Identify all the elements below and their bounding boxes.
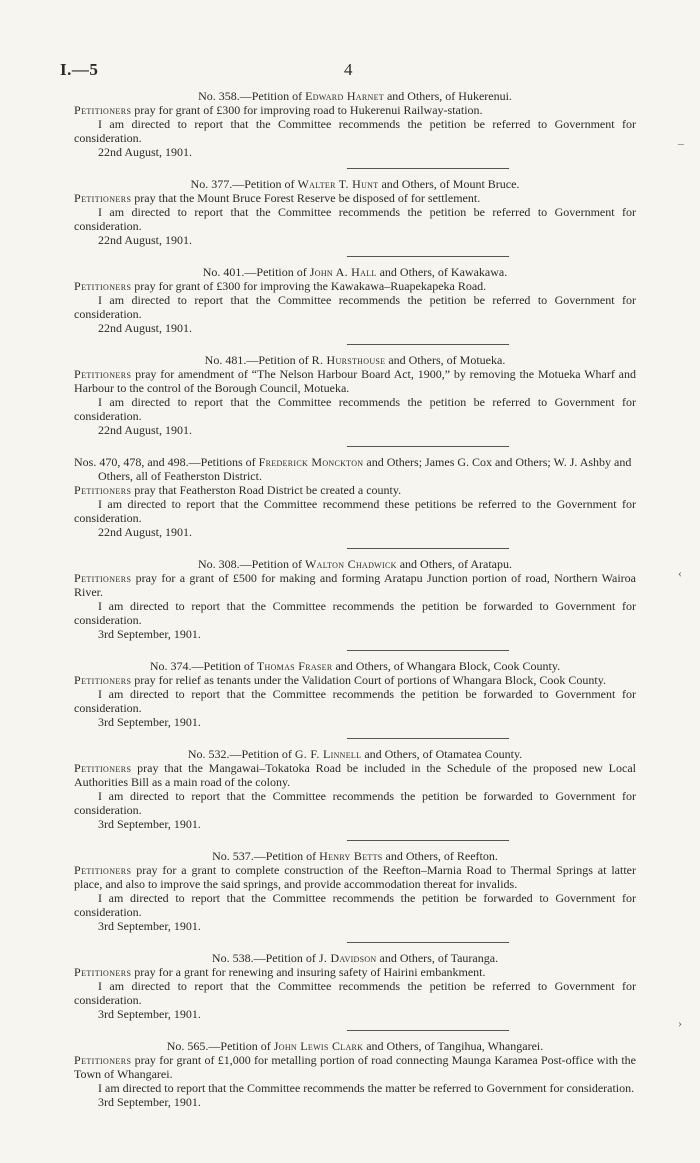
report-date: 3rd September, 1901. [98,1095,201,1109]
petition-prayer [74,367,636,395]
report-date: 3rd September, 1901. [98,627,201,641]
petition-locality: and Others, of Hukerenui. [383,89,512,103]
margin-mark: ‹ [678,566,682,580]
petition-locality: and Others, of Motueka. [385,353,506,367]
petition-entry [74,557,636,651]
prayer-text: pray for a grant for renewing and insuring safety of Hairini embankment. [131,965,486,979]
report-date: 3rd September, 1901. [98,715,201,729]
petition-number: Nos. 470, 478, and 498.—Petitions of [74,455,259,469]
petition-entry [74,747,636,841]
petition-locality: and Others, of Tauranga. [376,951,499,965]
report-date: 22nd August, 1901. [98,423,193,437]
petition-entry [74,353,636,447]
page-number: 4 [344,60,353,79]
petitioner-name: John A. Hall [309,265,377,279]
committee-report: I am directed to report that the Committee recommends the petition be referred to Government for consideration. [74,979,636,1007]
petition-locality: and Others, of Mount Bruce. [378,177,520,191]
report-date: 22nd August, 1901. [98,525,193,539]
separator-rule [347,344,509,345]
separator-rule [347,942,509,943]
petition-locality: and Others, of Aratapu. [396,557,513,571]
separator-rule [347,256,509,257]
petition-number: No. 565.—Petition of [166,1039,274,1053]
prayer-text: pray for grant of £300 for improving road to Hukerenui Railway-station. [131,103,483,117]
petitioner-name: G. F. Linnell [294,747,362,761]
petition-entry [74,177,636,257]
petitioner-name: Walton Chadwick [304,557,397,571]
petition-locality: and Others, of Reefton. [382,849,498,863]
report-date: 22nd August, 1901. [98,321,193,335]
petition-number: No. 532.—Petition of [187,747,295,761]
committee-report: I am directed to report that the Committee recommends the petition be referred to Government for consideration. [74,293,636,321]
petition-prayer [74,673,636,687]
separator-rule [347,1030,509,1031]
petitioners-lead: Petitioners [74,965,132,979]
petitioner-name: Frederick Monckton [258,455,364,469]
petition-number: No. 537.—Petition of [212,849,320,863]
petitioners-lead: Petitioners [74,571,132,585]
report-date: 22nd August, 1901. [98,233,193,247]
petition-number: No. 377.—Petition of [190,177,298,191]
petitioners-lead: Petitioners [74,673,132,687]
petition-entry [74,455,636,549]
petitioners-lead: Petitioners [74,191,132,205]
petitioners-lead: Petitioners [74,279,132,293]
committee-report: I am directed to report that the Committee recommends the petition be referred to Government for consideration. [74,117,636,145]
report-date: 22nd August, 1901. [98,145,193,159]
petitions-list [74,89,636,1109]
petitioners-lead: Petitioners [74,863,132,877]
margin-mark: – [678,136,684,150]
petition-prayer [74,1053,636,1081]
petition-title [74,89,636,103]
margin-mark: › [678,1016,682,1030]
report-date: 3rd September, 1901. [98,817,201,831]
separator-rule [347,650,509,651]
paper-reference: I.—5 [60,60,99,79]
petition-locality: and Others, of Kawakawa. [376,265,508,279]
petitioner-name: Edward Harnet [305,89,384,103]
petition-title [74,265,636,279]
petition-title [74,747,636,761]
petition-prayer [74,103,636,117]
petition-prayer [74,965,636,979]
petition-number: No. 308.—Petition of [197,557,305,571]
petition-entry [74,659,636,739]
committee-report: I am directed to report that the Committee recommends the petition be forwarded to Government for consideration. [74,891,636,919]
petition-locality: and Others, of Whangara Block, Cook County. [332,659,561,673]
petition-entry [74,89,636,169]
separator-rule [347,446,509,447]
committee-report: I am directed to report that the Committee recommends the petition be referred to Government for consideration. [74,205,636,233]
committee-report: I am directed to report that the Committee recommend these petitions be referred to the Government for consideration. [74,497,636,525]
report-date: 3rd September, 1901. [98,919,201,933]
petitioner-name: Walter T. Hunt [297,177,379,191]
petition-locality: and Others, of Tangihua, Whangarei. [363,1039,544,1053]
petition-entry [74,951,636,1031]
petition-entry [74,1039,636,1109]
petition-entry [74,849,636,943]
prayer-text: pray for a grant to complete construction of the Reefton–Marnia Road to Thermal Springs at latter place, and also to improve the said springs, and provide accommodation thereat for invalids. [74,863,636,891]
petition-title [74,557,636,571]
petition-title [74,353,636,367]
petitioners-lead: Petitioners [74,483,132,497]
petitioners-lead: Petitioners [74,367,132,381]
separator-rule [347,840,509,841]
petition-number: No. 481.—Petition of [204,353,312,367]
prayer-text: pray for grant of £300 for improving the Kawakawa–Ruapekapeka Road. [131,279,487,293]
page-header [0,60,700,82]
petition-locality: and Others; James G. Cox and Others; W. J. Ashby and Others, all of Featherston District. [98,455,632,483]
prayer-text: pray that Featherston Road District be created a county. [131,483,402,497]
petitioner-name: R. Hursthouse [311,353,386,367]
petitioners-lead: Petitioners [74,1053,132,1067]
petitioner-name: Henry Betts [319,849,383,863]
petition-title [74,455,636,483]
prayer-text: pray for amendment of “The Nelson Harbour Board Act, 1900,” by removing the Motueka Wharf and Harbour to the control of the Borough Council, Motueka. [74,367,636,395]
petition-title [74,1039,636,1053]
report-date: 3rd September, 1901. [98,1007,201,1021]
committee-report: I am directed to report that the Committee recommends the petition be forwarded to Government for consideration. [74,687,636,715]
petitioner-name: John Lewis Clark [273,1039,364,1053]
petition-locality: and Others, of Otamatea County. [361,747,523,761]
petition-prayer [74,191,636,205]
petition-title [74,951,636,965]
petition-prayer [74,571,636,599]
prayer-text: pray for a grant of £500 for making and forming Aratapu Junction portion of road, Northern Wairoa River. [74,571,636,599]
committee-report: I am directed to report that the Committee recommends the petition be referred to Government for consideration. [74,395,636,423]
petition-title [74,659,636,673]
separator-rule [347,548,509,549]
petition-number: No. 538.—Petition of [211,951,319,965]
petition-prayer [74,761,636,789]
prayer-text: pray that the Mangawai–Tokatoka Road be included in the Schedule of the proposed new Local Authorities Bill as a main road of the colony. [74,761,636,789]
prayer-text: pray for relief as tenants under the Validation Court of portions of Whangara Block, Cook County. [131,673,606,687]
petition-number: No. 401.—Petition of [202,265,310,279]
petition-entry [74,265,636,345]
petition-prayer [74,279,636,293]
committee-report: I am directed to report that the Committee recommends the petition be forwarded to Government for consideration. [74,599,636,627]
committee-report: I am directed to report that the Committee recommends the petition be forwarded to Government for consideration. [74,789,636,817]
prayer-text: pray that the Mount Bruce Forest Reserve be disposed of for settlement. [131,191,481,205]
petition-number: No. 374.—Petition of [149,659,257,673]
prayer-text: pray for grant of £1,000 for metalling portion of road connecting Maunga Karamea Post-office with the Town of Whangarei. [74,1053,636,1081]
petition-prayer [74,483,636,497]
petitioners-lead: Petitioners [74,761,132,775]
committee-report: I am directed to report that the Committee recommends the matter be referred to Government for consideration. [98,1081,635,1095]
petitioner-name: Thomas Fraser [256,659,333,673]
petitioners-lead: Petitioners [74,103,132,117]
petitioner-name: J. Davidson [318,951,377,965]
petition-prayer [74,863,636,891]
separator-rule [347,738,509,739]
petition-title [74,177,636,191]
petition-title [74,849,636,863]
separator-rule [347,168,509,169]
petition-number: No. 358.—Petition of [198,89,306,103]
